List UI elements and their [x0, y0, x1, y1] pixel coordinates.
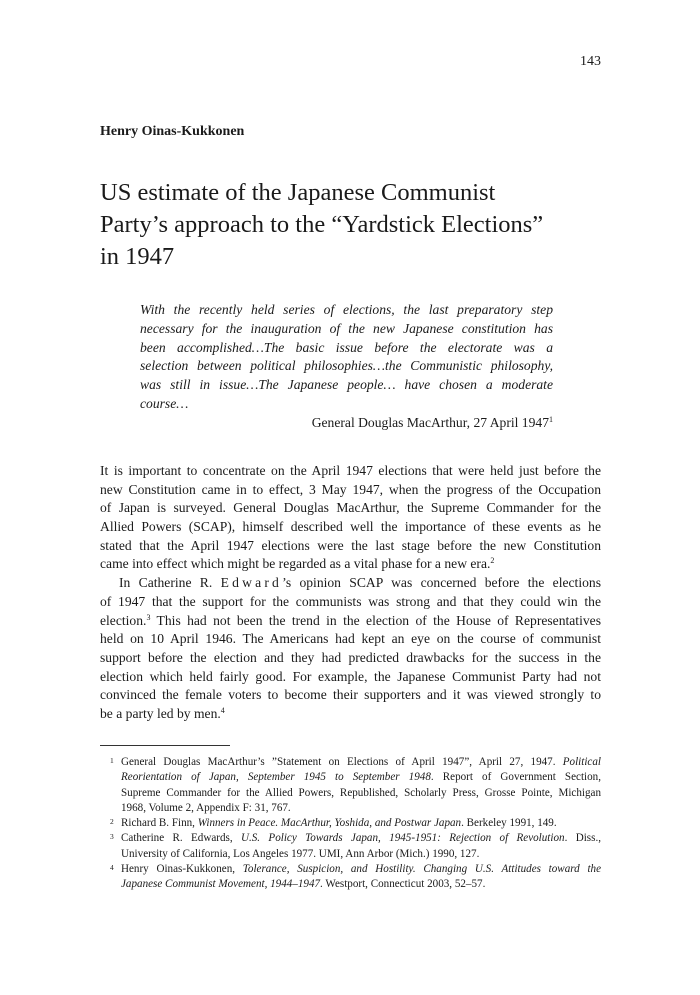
author-name-spaced: Edward [220, 575, 283, 591]
footnote-text: . Diss., [564, 832, 601, 845]
footnote-1 [110, 755, 601, 816]
body-line: of Japan is surveyed. General Douglas MacArthur, the Supreme Commander for the [100, 500, 601, 516]
footnote-ref[interactable]: 2 [490, 556, 495, 566]
epigraph-line: selection between political philosophies…the Communistic philosophy, [140, 358, 553, 374]
epigraph-line: course… [140, 395, 189, 411]
body-line [100, 574, 601, 593]
footnote-number: 4 [110, 863, 114, 873]
footnote-ref[interactable]: 4 [220, 705, 225, 715]
footnote-title: U.S. Policy Towards Japan, 1945-1951: Rejection of Revolution [240, 832, 565, 845]
author-name: Henry Oinas-Kukkonen [100, 124, 245, 139]
page-number: 143 [580, 54, 601, 69]
body-line: of 1947 that the support for the communists was strong and that they could win the [100, 593, 601, 609]
epigraph-line: With the recently held series of elections, the last preparatory step [140, 302, 553, 317]
epigraph-attribution [140, 414, 553, 433]
footnote-title: Political [562, 756, 601, 768]
footnote-text: Henry Oinas-Kukkonen, [121, 863, 243, 876]
footnote-text: . Berkeley 1991, 149. [461, 817, 557, 830]
body-line: election which held fairly good. For example, the Japanese Communist Party had not [100, 668, 601, 684]
body-line [100, 612, 601, 631]
body-line: Allied Powers (SCAP), himself described well the importance of these events as he [100, 519, 601, 535]
body-text-run: came into effect which might be regarded as a vital phase for a new era. [100, 556, 491, 572]
footnote-text: General Douglas MacArthur’s ”Statement on Elections of April 1947”, April 27, 1947. [121, 756, 563, 768]
body-line [100, 705, 601, 724]
footnote-number: 3 [110, 832, 114, 842]
footnote-2 [110, 816, 601, 831]
body-line: stated that the April 1947 elections were the last stage before the new Constitution [100, 537, 601, 553]
footnote-ref[interactable]: 1 [549, 414, 553, 424]
footnote-line [121, 816, 601, 831]
footnotes [110, 755, 601, 893]
attribution-text: General Douglas MacArthur, 27 April 1947 [311, 414, 549, 430]
body-line [100, 555, 601, 574]
body-text-run: This had not been the trend in the election of the House of Representatives [150, 612, 601, 628]
body-text-run: be a party led by men. [100, 705, 221, 721]
footnote-title: Winners in Peace. MacArthur, Yoshida, and Postwar Japan [197, 817, 462, 830]
body-line: new Constitution came in to effect, 3 May 1947, when the progress of the Occupation [100, 481, 601, 497]
footnote-ref[interactable]: 3 [146, 612, 151, 622]
footnote-text: . Westport, Connecticut 2003, 52–57. [320, 878, 486, 891]
title-line: Party’s approach to the “Yardstick Elections” [100, 211, 544, 238]
footnote-title: Tolerance, Suspicion, and Hostility. Changing U.S. Attitudes toward the [242, 863, 601, 876]
epigraph-quote [140, 301, 553, 433]
title-line: US estimate of the Japanese Communist [100, 179, 496, 206]
footnote-line [121, 770, 601, 785]
footnote-divider [100, 745, 230, 746]
title-line: in 1947 [100, 243, 175, 270]
footnote-line: Supreme Commander for the Allied Powers, Republished, Scholarly Press, Grosse Pointe, Michigan [121, 786, 601, 799]
epigraph-line: was still in issue…The Japanese people… have chosen a moderate [140, 377, 553, 393]
footnote-4 [110, 862, 601, 893]
epigraph-line: been accomplished…The basic issue before the electorate was a [140, 339, 553, 355]
body-text-run: ’s opinion SCAP was concerned before the elections [282, 575, 601, 591]
epigraph-line: necessary for the inauguration of the new Japanese constitution has [140, 320, 553, 336]
footnote-line [121, 877, 601, 892]
body-line: It is important to concentrate on the April 1947 elections that were held just before the [100, 463, 601, 478]
footnote-text: . Report of Government Section, [430, 771, 601, 784]
footnote-number: 1 [110, 756, 114, 765]
body-line: support before the election and they had predicted drawbacks for the success in the [100, 649, 601, 665]
footnote-line: University of California, Los Angeles 1977. UMI, Ann Arbor (Mich.) 1990, 127. [121, 847, 480, 860]
footnote-title: Reorientation of Japan, September 1945 to September 1948 [121, 771, 431, 784]
footnote-text: Richard B. Finn, [121, 817, 198, 830]
footnote-number: 2 [110, 817, 114, 827]
footnote-title: Japanese Communist Movement, 1944–1947 [121, 878, 321, 891]
body-line: held on 10 April 1946. The Americans had kept an eye on the course of communist [100, 631, 601, 647]
body-text-run: In Catherine R. [119, 575, 221, 591]
footnote-line [121, 755, 601, 770]
footnote-line [121, 831, 601, 846]
footnote-3 [110, 831, 601, 862]
footnote-line: 1968, Volume 2, Appendix F: 31, 767. [121, 801, 291, 814]
article-title [100, 177, 580, 273]
body-text [100, 462, 601, 724]
body-text-run: election. [100, 612, 147, 628]
body-line: convinced the female voters to become their supporters and it was viewed strongly to [100, 687, 601, 703]
footnote-text: Catherine R. Edwards, [121, 832, 241, 845]
footnote-line [121, 862, 601, 877]
